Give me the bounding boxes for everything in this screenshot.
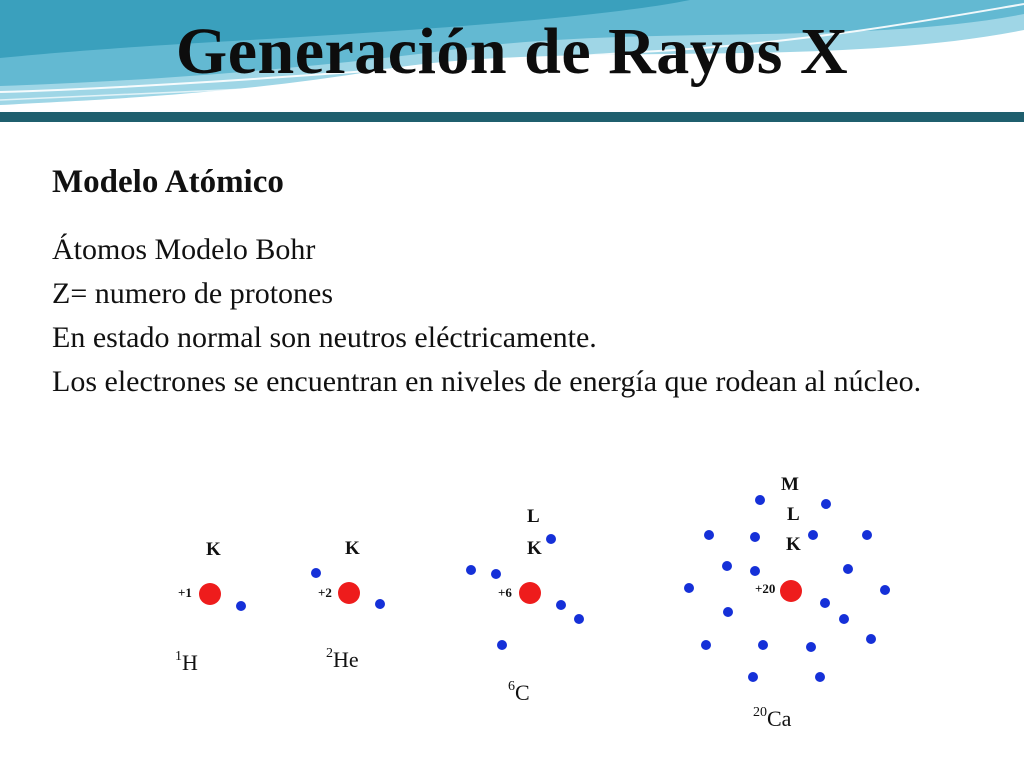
electron — [750, 566, 760, 576]
element-symbol: He — [333, 647, 359, 672]
electron — [546, 534, 556, 544]
electron — [491, 569, 501, 579]
slide-header — [0, 0, 1024, 122]
isotope-symbol — [326, 647, 359, 673]
nucleus-charge: +1 — [178, 585, 192, 600]
element-symbol: Ca — [767, 706, 792, 731]
electron — [497, 640, 507, 650]
electron — [556, 600, 566, 610]
nucleus-charge: +2 — [318, 585, 332, 600]
electron — [466, 565, 476, 575]
electron — [722, 561, 732, 571]
electron — [236, 601, 246, 611]
shell-label-k: K — [527, 538, 542, 559]
electron — [843, 564, 853, 574]
electron — [808, 530, 818, 540]
section-subtitle: Modelo Atómico — [52, 164, 284, 200]
shell-label-l: L — [787, 504, 800, 525]
electron — [375, 599, 385, 609]
electron — [684, 583, 694, 593]
mass-number: 2 — [326, 646, 333, 661]
electron — [748, 672, 758, 682]
nucleus — [780, 580, 802, 602]
shell-label-k: K — [206, 539, 221, 560]
isotope-symbol — [175, 650, 198, 676]
electron — [820, 598, 830, 608]
nucleus — [338, 582, 360, 604]
slide-title: Generación de Rayos X — [175, 15, 849, 88]
bohr-atom-diagram — [0, 450, 1024, 768]
shell-label-l: L — [527, 506, 540, 527]
bullet-item: Los electrones se encuentran en niveles de energía que rodean al núcleo. — [52, 365, 922, 398]
electron — [758, 640, 768, 650]
electron — [839, 614, 849, 624]
nucleus-charge: +20 — [755, 581, 776, 596]
header-bar — [0, 112, 1024, 122]
electron — [880, 585, 890, 595]
nucleus-charge: +6 — [498, 585, 512, 600]
bullet-item: En estado normal son neutros eléctricamente. — [52, 321, 597, 354]
mass-number: 1 — [175, 649, 182, 664]
shell-label-m: M — [781, 474, 799, 495]
bullet-item: Z= numero de protones — [52, 277, 334, 310]
electron — [704, 530, 714, 540]
electron — [806, 642, 816, 652]
electron — [821, 499, 831, 509]
isotope-symbol — [753, 706, 791, 732]
mass-number: 20 — [753, 705, 767, 720]
electron — [574, 614, 584, 624]
bullet-item: Átomos Modelo Bohr — [52, 233, 316, 266]
shell-label-k: K — [786, 534, 801, 555]
electron — [723, 607, 733, 617]
nucleus — [199, 583, 221, 605]
electron — [750, 532, 760, 542]
mass-number: 6 — [508, 679, 515, 694]
electron — [311, 568, 321, 578]
shell-label-k: K — [345, 538, 360, 559]
element-symbol: C — [515, 680, 530, 705]
electron — [862, 530, 872, 540]
nucleus — [519, 582, 541, 604]
isotope-symbol — [508, 680, 530, 706]
element-symbol: H — [182, 650, 198, 675]
electron — [701, 640, 711, 650]
bullet-list — [52, 232, 982, 408]
electron — [755, 495, 765, 505]
electron — [866, 634, 876, 644]
electron — [815, 672, 825, 682]
